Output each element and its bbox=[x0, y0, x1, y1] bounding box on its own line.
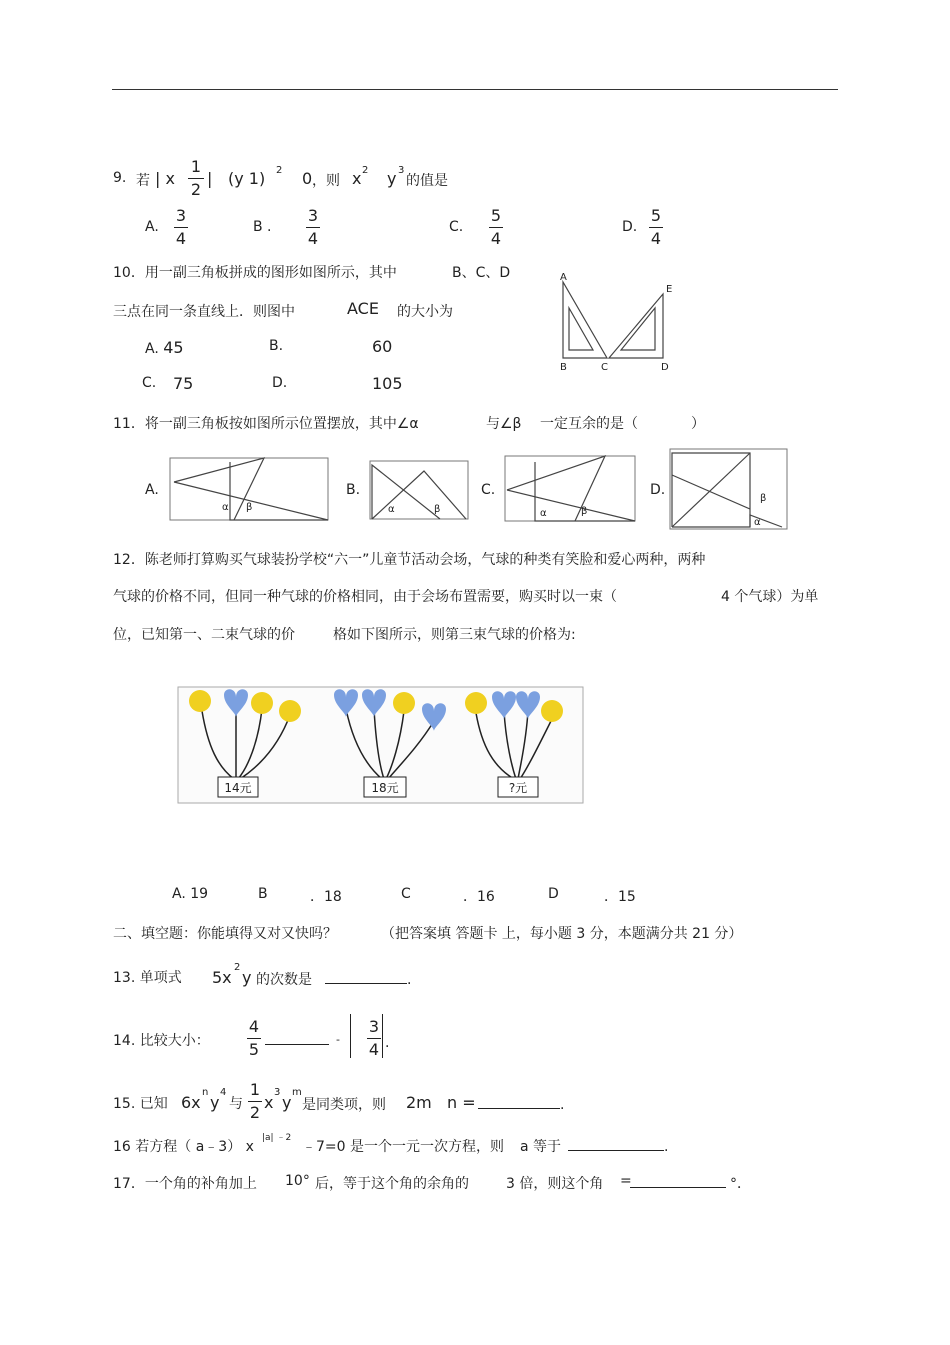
q11-stem-d: ） bbox=[691, 416, 705, 432]
q15-answer-field[interactable] bbox=[478, 1094, 564, 1113]
label-a: A bbox=[560, 272, 567, 283]
q17-times: 3 倍，则这个角 bbox=[506, 1176, 604, 1192]
q11-option-b-label: B. bbox=[346, 482, 361, 498]
q15-and: 与 bbox=[229, 1096, 243, 1112]
triangle-1 bbox=[372, 465, 440, 519]
q9-option-d-fraction bbox=[649, 206, 663, 249]
q9-option-a-label: A. bbox=[145, 219, 159, 235]
triangle-1 bbox=[507, 456, 605, 521]
q17-answer-field[interactable] bbox=[630, 1173, 726, 1192]
q9-half-fraction bbox=[188, 157, 204, 200]
q11-stem-a: 11．将一副三角板按如图所示位置摆放，其中∠α bbox=[113, 416, 419, 432]
figure-frame bbox=[370, 461, 468, 519]
q14-answer-field[interactable] bbox=[265, 1030, 329, 1049]
label-b: B bbox=[560, 362, 567, 373]
q9-number: 9. bbox=[113, 170, 127, 186]
top-rule bbox=[112, 89, 838, 90]
alpha-label: α bbox=[388, 504, 395, 515]
label-d: D bbox=[661, 362, 669, 373]
q12-option-d-label: D bbox=[548, 886, 559, 902]
q10-points: B、C、D bbox=[452, 265, 511, 281]
q15-expr1: 2m bbox=[406, 1093, 432, 1112]
q13-answer-field[interactable] bbox=[325, 969, 411, 988]
q12-balloon-figure bbox=[178, 687, 583, 803]
q9-zero: 0 bbox=[302, 169, 313, 188]
q10-angle: ACE bbox=[347, 299, 379, 318]
q12-option-b-value: ．18 bbox=[310, 889, 342, 905]
abs-bar-right bbox=[382, 1014, 383, 1058]
q9-option-b-den: 4 bbox=[307, 229, 319, 248]
section2-note: （把答案填 答题卡 上，每小题 3 分，本题满分共 21 分） bbox=[381, 926, 743, 942]
triangle-2 bbox=[372, 471, 466, 519]
triangle-edge bbox=[507, 490, 635, 521]
label-c: C bbox=[601, 362, 608, 373]
q12-line1: 12．陈老师打算购买气球装扮学校“六一”儿童节活动会场，气球的种类有笑脸和爱心两种，两种 bbox=[113, 552, 706, 568]
smiley-balloon-icon bbox=[279, 700, 301, 722]
q9-abs-open: | x bbox=[155, 169, 175, 188]
q10-option-b-label: B. bbox=[269, 338, 284, 354]
q9-then: ，则 bbox=[312, 173, 340, 189]
q9-y-exp: 3 bbox=[398, 165, 405, 176]
alpha-label: α bbox=[540, 508, 547, 519]
q9-option-c-den: 4 bbox=[490, 229, 502, 248]
q15-x3: x bbox=[264, 1093, 274, 1112]
q16-answer-field[interactable] bbox=[568, 1136, 668, 1155]
q10-line2-tail: 的大小为 bbox=[397, 304, 453, 320]
q12-option-c-value: ．16 bbox=[463, 889, 495, 905]
triangle-edge bbox=[174, 482, 328, 520]
q14-minus: - bbox=[336, 1033, 340, 1046]
fraction-bar bbox=[174, 227, 188, 228]
q9-option-a-fraction bbox=[174, 206, 188, 249]
q17-deg: 10° bbox=[285, 1173, 310, 1189]
q16-prefix: 16 若方程（ a﹣3） x bbox=[113, 1139, 254, 1155]
q17-eq: = bbox=[620, 1173, 632, 1189]
q9-stem-prefix: 若 bbox=[136, 173, 150, 189]
q12-option-c-label: C bbox=[401, 886, 411, 902]
q10-option-d-label: D. bbox=[272, 375, 288, 391]
fraction-bar bbox=[649, 227, 663, 228]
q9-option-b-fraction bbox=[306, 206, 320, 249]
q12-option-b-label: B bbox=[258, 886, 268, 902]
q16-end: . bbox=[664, 1139, 669, 1155]
q11-figure-d bbox=[670, 449, 787, 529]
q9-abs-close: | bbox=[207, 169, 213, 188]
smiley-balloon-icon bbox=[251, 692, 273, 714]
q9-tail: 的值是 bbox=[406, 173, 448, 189]
q9-option-b-label: B . bbox=[253, 219, 272, 235]
beta-label: β bbox=[581, 506, 588, 517]
q16-blank[interactable] bbox=[568, 1136, 664, 1151]
q9-x-exp: 2 bbox=[362, 165, 369, 176]
label-e: E bbox=[666, 284, 673, 295]
price-tag-2-label: 18元 bbox=[371, 781, 399, 795]
q15-mid: 是同类项，则 bbox=[302, 1097, 386, 1113]
q13-coef: 5x bbox=[212, 968, 232, 987]
q14-den2: 4 bbox=[368, 1040, 380, 1059]
q12-line3a: 位，已知第一、二束气球的价 bbox=[113, 627, 295, 643]
triangle-2 bbox=[230, 462, 328, 520]
q11-figure-a bbox=[170, 458, 328, 520]
q11-option-d-label: D. bbox=[650, 482, 666, 498]
q15-ym: y bbox=[282, 1093, 292, 1112]
q9-y: y bbox=[387, 169, 397, 188]
q10-option-a bbox=[145, 338, 184, 357]
figure-frame bbox=[505, 456, 635, 521]
q11-figure-c bbox=[505, 456, 635, 521]
q10-option-d-value: 105 bbox=[372, 374, 403, 393]
q15-blank[interactable] bbox=[478, 1094, 560, 1109]
q10-line1: 10．用一副三角板拼成的图形如图所示，其中 bbox=[113, 265, 397, 281]
q10-triangle-figure bbox=[555, 272, 685, 377]
section2-title: 二、填空题：你能填得又对又快吗？ bbox=[113, 926, 337, 942]
q13-var: y bbox=[242, 968, 252, 987]
fraction-bar bbox=[306, 227, 320, 228]
q13-exp: 2 bbox=[234, 962, 241, 973]
q14-prefix: 14. 比较大小： bbox=[113, 1033, 210, 1049]
beta-label: β bbox=[760, 493, 767, 504]
q15-expr2: n = bbox=[447, 1093, 476, 1112]
q9-option-b-num: 3 bbox=[307, 206, 319, 225]
triangle-cde-inner bbox=[621, 308, 655, 350]
price-tag-3-label: ?元 bbox=[508, 781, 528, 795]
q11-option-c-label: C. bbox=[481, 482, 496, 498]
abs-bar-left bbox=[350, 1014, 351, 1058]
q9-option-d-label: D. bbox=[622, 219, 638, 235]
q15-end: . bbox=[560, 1097, 565, 1113]
q9-option-d-den: 4 bbox=[650, 229, 662, 248]
q16-mid: ﹣7=0 是一个一元一次方程，则 bbox=[302, 1139, 504, 1155]
q12-line2a: 气球的价格不同，但同一种气球的价格相同，由于会场布置需要，购买时以一束（ bbox=[113, 589, 617, 605]
q9-option-c-num: 5 bbox=[490, 206, 502, 225]
q13-tail: 的次数是 bbox=[256, 972, 312, 988]
q11-figure-b bbox=[370, 461, 468, 519]
q15-half-fraction bbox=[248, 1080, 262, 1123]
q14-end: . bbox=[385, 1035, 390, 1051]
alpha-label: α bbox=[222, 502, 229, 513]
q10-option-a-label: A. bbox=[145, 341, 159, 357]
q10-line2: 三点在同一条直线上．则图中 bbox=[113, 304, 295, 320]
triangle-diagonal bbox=[672, 453, 750, 527]
q10-option-a-value: 45 bbox=[163, 338, 184, 357]
q14-den1: 5 bbox=[248, 1040, 260, 1059]
q9-exp2: 2 bbox=[276, 165, 283, 176]
q15-half-num: 1 bbox=[249, 1080, 261, 1099]
fraction-bar bbox=[248, 1101, 262, 1102]
q9-option-a-num: 3 bbox=[175, 206, 187, 225]
q9-paren: (y 1) bbox=[228, 169, 266, 188]
q12-option-a-value: 19 bbox=[190, 886, 209, 902]
q15-four: 4 bbox=[220, 1087, 227, 1098]
q14-num1: 4 bbox=[248, 1017, 260, 1036]
q9-half-num: 1 bbox=[190, 157, 202, 176]
q15-n: n bbox=[202, 1087, 209, 1098]
q14-fraction-2 bbox=[367, 1017, 381, 1060]
q16-exp: |a| ﹣2 bbox=[262, 1133, 292, 1143]
q15-prefix: 15. 已知 bbox=[113, 1096, 168, 1112]
q11-option-a-label: A. bbox=[145, 482, 159, 498]
q17-mid: 后，等于这个角的余角的 bbox=[315, 1176, 469, 1192]
q9-x: x bbox=[352, 169, 362, 188]
q14-num2: 3 bbox=[368, 1017, 380, 1036]
fraction-bar bbox=[489, 227, 503, 228]
q9-option-a-den: 4 bbox=[175, 229, 187, 248]
q12-option-a-label: A. bbox=[172, 886, 186, 902]
q9-half-den: 2 bbox=[190, 180, 202, 199]
q17-prefix: 17．一个角的补角加上 bbox=[113, 1176, 257, 1192]
q10-option-b-value: 60 bbox=[372, 337, 393, 356]
fraction-bar bbox=[188, 178, 204, 179]
q13-prefix: 13. 单项式 bbox=[113, 970, 182, 986]
q12-line2b: 4 个气球）为单 bbox=[721, 589, 819, 605]
q9-option-d-num: 5 bbox=[650, 206, 662, 225]
q17-blank[interactable] bbox=[630, 1173, 726, 1188]
q10-option-c-value: 75 bbox=[173, 374, 194, 393]
q15-y4: y bbox=[210, 1093, 220, 1112]
q15-term1: 6x bbox=[181, 1093, 201, 1112]
smiley-balloon-icon bbox=[541, 700, 563, 722]
q12-option-d-value: ．15 bbox=[604, 889, 636, 905]
q14-fraction-1 bbox=[247, 1017, 261, 1060]
q11-stem-c: 一定互余的是（ bbox=[540, 416, 638, 432]
beta-label: β bbox=[434, 504, 441, 515]
q14-blank[interactable] bbox=[265, 1030, 329, 1045]
q12-option-a bbox=[172, 886, 208, 902]
q13-end: . bbox=[407, 972, 412, 988]
figure-frame bbox=[670, 449, 787, 529]
q17-end: °． bbox=[730, 1176, 751, 1192]
q13-blank[interactable] bbox=[325, 969, 407, 984]
q11-stem-b: 与∠β bbox=[486, 416, 522, 432]
smiley-balloon-icon bbox=[189, 690, 211, 712]
q15-half-den: 2 bbox=[249, 1103, 261, 1122]
smiley-balloon-icon bbox=[393, 692, 415, 714]
alpha-label: α bbox=[754, 517, 761, 528]
price-tag-1-label: 14元 bbox=[224, 781, 252, 795]
q9-option-c-label: C. bbox=[449, 219, 464, 235]
q15-m: m bbox=[292, 1087, 302, 1098]
triangle-abc-inner bbox=[569, 308, 593, 350]
smiley-balloon-icon bbox=[465, 692, 487, 714]
q15-three: 3 bbox=[274, 1087, 281, 1098]
q9-option-c-fraction bbox=[489, 206, 503, 249]
fraction-bar bbox=[247, 1038, 261, 1039]
fraction-bar bbox=[367, 1038, 381, 1039]
q10-option-c-label: C. bbox=[142, 375, 157, 391]
q12-line3b: 格如下图所示，则第三束气球的价格为: bbox=[333, 627, 576, 643]
q16-var: a 等于 bbox=[520, 1139, 562, 1155]
triangle-edge bbox=[672, 475, 750, 509]
beta-label: β bbox=[246, 502, 253, 513]
